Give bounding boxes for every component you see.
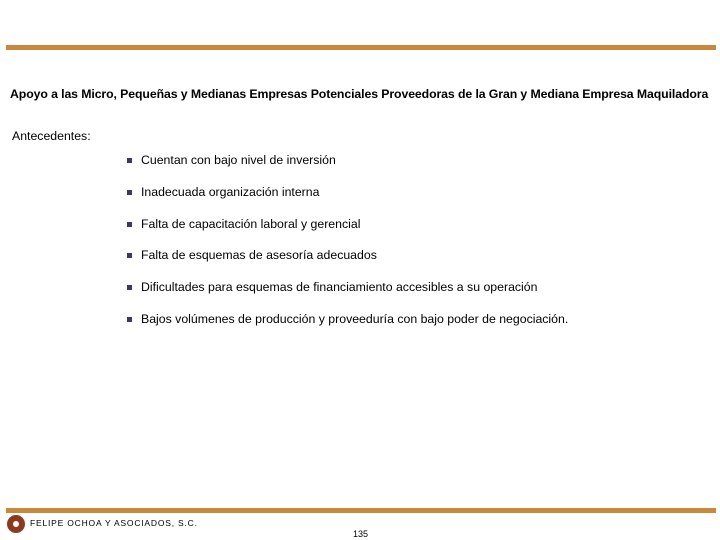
logo-center-dot [13,521,19,527]
bullet-text: Dificultades para esquemas de financiamiento accesibles a su operación [141,280,538,295]
square-bullet-icon [127,222,132,227]
bullet-text: Cuentan con bajo nivel de inversión [141,153,336,167]
page-number: 135 [353,529,369,539]
footer-company-name: FELIPE OCHOA Y ASOCIADOS, S.C. [30,518,198,528]
square-bullet-icon [127,158,132,163]
square-bullet-icon [127,253,132,258]
bullet-text: Falta de esquemas de asesoría adecuados [141,248,377,263]
square-bullet-icon [127,190,132,195]
section-label: Antecedentes: [12,129,91,143]
bullet-text: Inadecuada organización interna [141,184,320,199]
bullet-text: Falta de capacitación laboral y gerencial [141,216,361,231]
bottom-divider [6,508,716,513]
top-divider [6,45,716,50]
square-bullet-icon [127,285,132,290]
slide-title: Apoyo a las Micro, Pequeñas y Medianas Empresas Potenciales Proveedoras de la Gran y Mediana Empresa Maquiladora [10,87,709,101]
square-bullet-icon [127,317,132,322]
circle-logo-icon [7,515,25,533]
bullet-text: Bajos volúmenes de producción y proveeduría con bajo poder de negociación. [141,311,569,326]
